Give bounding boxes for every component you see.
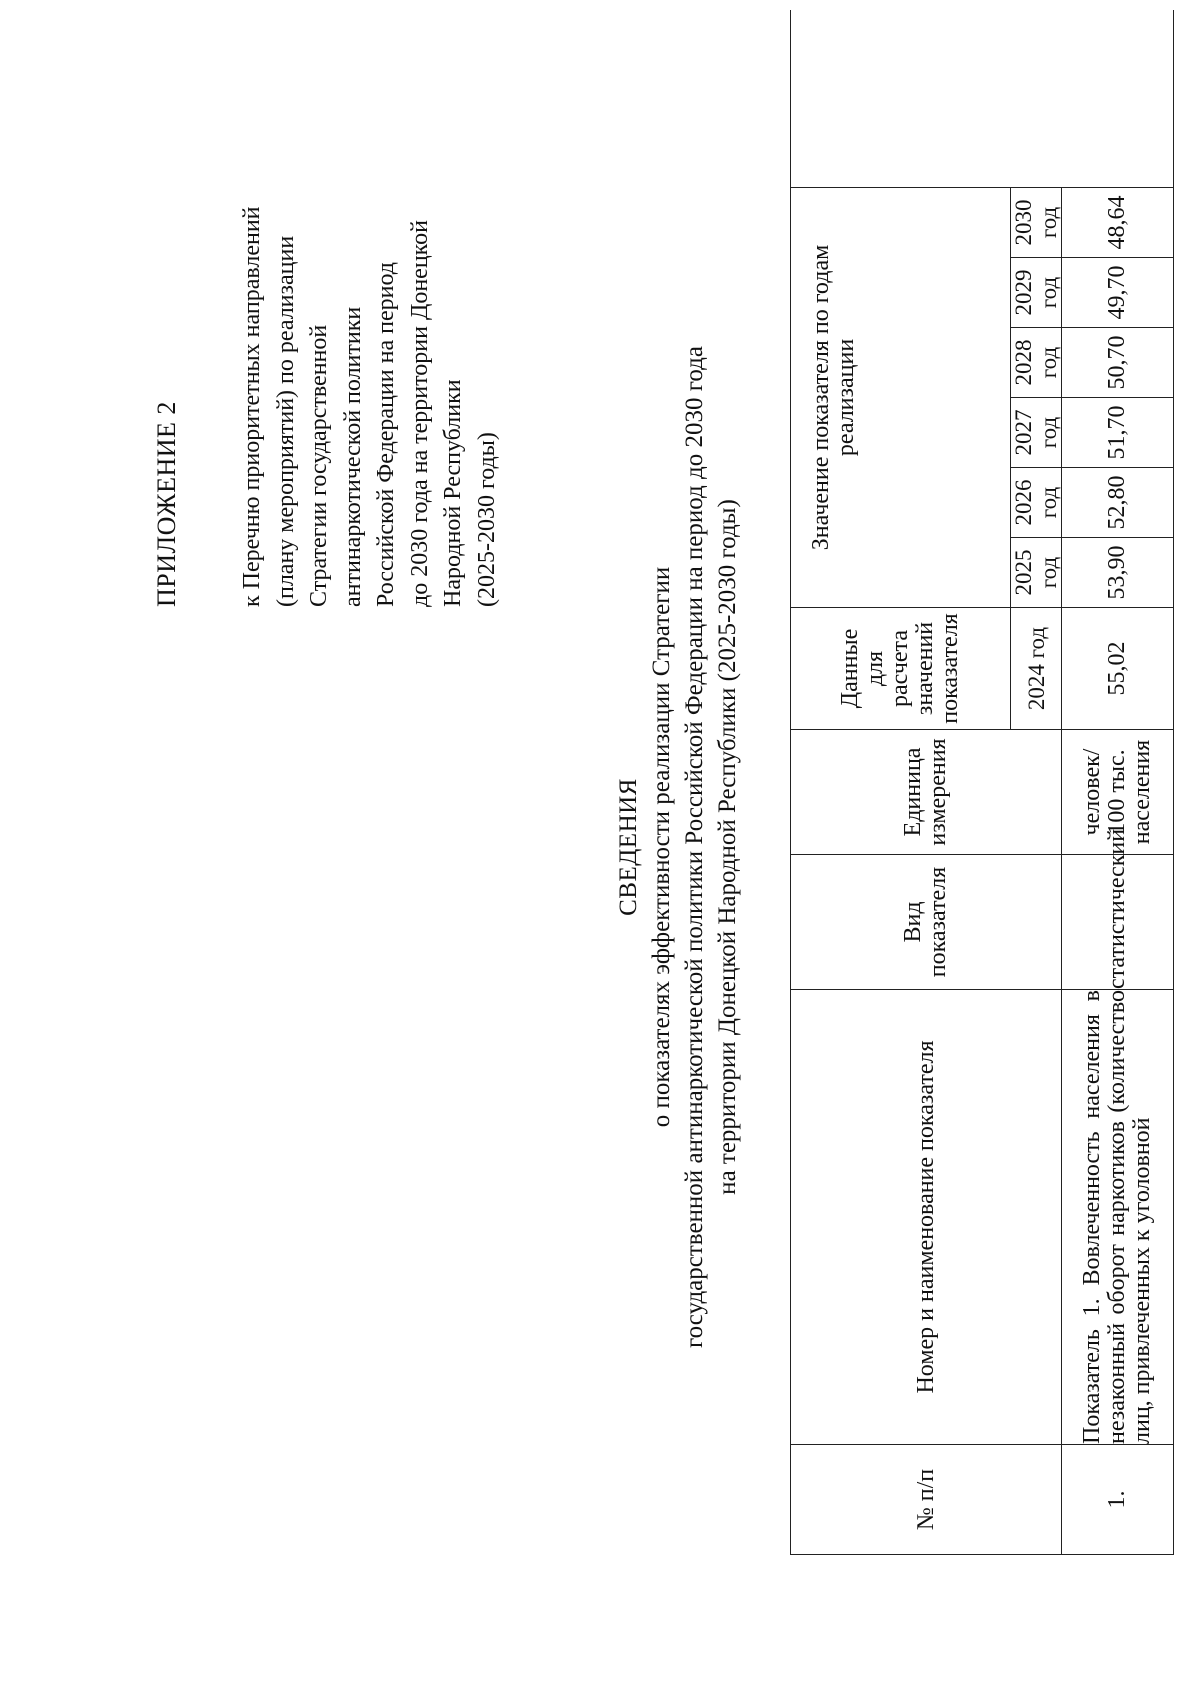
header-year: 2026 год [1011, 468, 1062, 538]
row-year-value: 53,90 [1062, 538, 1174, 608]
document-title: СВЕДЕНИЯ [615, 778, 642, 916]
document-heading [612, 97, 744, 1597]
indicator-name-text: Показатель 1. Вовлеченность населения в незаконный оборот наркотиков (количество лиц, привлеченных к уголовной [1079, 990, 1155, 1444]
row-base-value: 55,02 [1062, 608, 1174, 730]
document-subtitle-line: о показателях эффективности реализации Стратегии [648, 566, 675, 1128]
appendix-line: антинаркотической политики [339, 306, 366, 607]
appendix-line: (плану мероприятий) по реализации [272, 235, 299, 607]
row-year-value: 48,64 [1062, 187, 1174, 257]
header-base-line: значений [912, 621, 938, 716]
blank-area [791, 10, 1174, 187]
appendix-line: до 2030 года на территории Донецкой [406, 220, 433, 607]
header-base-line: для [862, 650, 888, 687]
header-base-line: Данные [837, 628, 863, 709]
appendix-line: Стратегии государственной [306, 324, 332, 607]
row-indicator-name [1062, 990, 1174, 1445]
header-year: 2027 год [1011, 398, 1062, 468]
header-base-year: 2024 год [1011, 608, 1062, 730]
row-year-value: 50,70 [1062, 328, 1174, 398]
appendix-line: (2025-2030 годы) [473, 432, 500, 607]
header-unit: Единица измерения [791, 730, 1062, 855]
header-year: 2029 год [1011, 258, 1062, 328]
document-subtitle-line: на территории Донецкой Народной Республики (2025-2030 годы) [714, 499, 741, 1195]
header-base-line: расчета [887, 630, 913, 707]
document-subtitle-line: государственной антинаркотической политики Российской Федерации на период до 2030 года [681, 346, 708, 1348]
appendix-line: Народной Республики [440, 379, 466, 607]
row-year-value: 52,80 [1062, 468, 1174, 538]
row-number: 1. [1062, 1445, 1174, 1555]
row-indicator-type: статистический [1062, 855, 1174, 990]
header-number: № п/п [791, 1445, 1062, 1555]
header-type: Вид показателя [791, 855, 1062, 990]
header-base-data [791, 608, 1011, 730]
header-base-line: показателя [937, 613, 963, 724]
header-year: 2025 год [1011, 538, 1062, 608]
table-header-row [791, 10, 1011, 1554]
appendix-line: Российской Федерации на период [373, 262, 399, 607]
appendix-title: ПРИЛОЖЕНИЕ 2 [152, 401, 181, 607]
table-row [1062, 10, 1174, 1554]
row-year-value: 49,70 [1062, 258, 1174, 328]
appendix-reference [236, 137, 504, 607]
header-name: Номер и наименование показателя [791, 990, 1062, 1445]
header-year: 2028 год [1011, 328, 1062, 398]
row-unit: человек/ 100 тыс. населения [1062, 730, 1174, 855]
header-year: 2030 год [1011, 187, 1062, 257]
header-values-by-year: Значение показателя по годам реализации [791, 187, 1011, 607]
appendix-line: к Перечню приоритетных направлений [239, 206, 265, 607]
row-year-value: 51,70 [1062, 398, 1174, 468]
indicators-table [790, 10, 1174, 1555]
